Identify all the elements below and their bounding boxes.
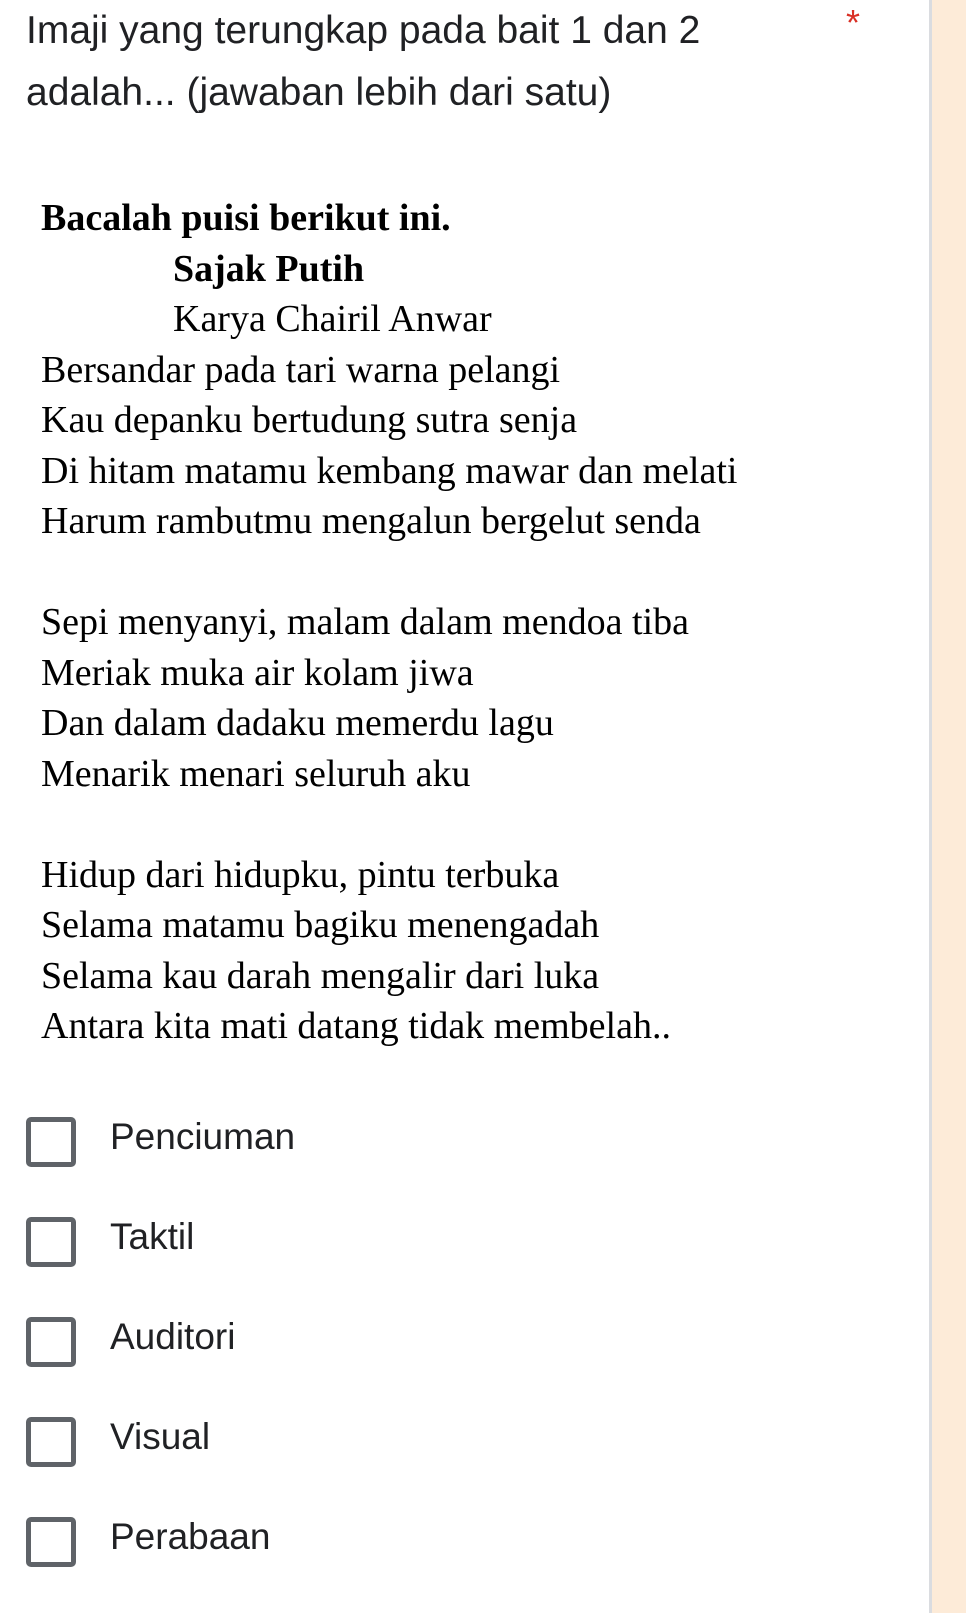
poem-line: Hidup dari hidupku, pintu terbuka	[41, 853, 560, 896]
option-label: Taktil	[110, 1216, 195, 1257]
checkbox[interactable]	[26, 1117, 76, 1167]
poem-line: Sepi menyanyi, malam dalam mendoa tiba	[41, 601, 689, 643]
poem-image	[41, 193, 737, 1052]
poem-line: Harum rambutmu mengalun bergelut senda	[41, 500, 701, 542]
poem-line: Kau depanku bertudung sutra senja	[41, 399, 578, 441]
poem-line: Menarik menari seluruh aku	[41, 752, 471, 795]
poem-instruction: Bacalah puisi berikut ini.	[41, 197, 451, 239]
option-label: Auditori	[110, 1316, 236, 1357]
poem-line: Dan dalam dadaku memerdu lagu	[41, 702, 554, 744]
poem-line: Selama matamu bagiku menengadah	[41, 904, 600, 946]
page-background-side	[932, 0, 966, 1613]
option-label: Visual	[110, 1416, 211, 1457]
poem-author: Karya Chairil Anwar	[173, 298, 492, 340]
option-label: Penciuman	[110, 1116, 296, 1157]
poem-line: Meriak muka air kolam jiwa	[41, 651, 474, 694]
option-label: Perabaan	[110, 1516, 271, 1557]
poem-title: Sajak Putih	[173, 247, 365, 290]
required-asterisk: *	[846, 2, 861, 43]
question-title-line: Imaji yang terungkap pada bait 1 dan 2	[26, 9, 701, 52]
poem-line: Antara kita mati datang tidak membelah..	[41, 1005, 671, 1047]
poem-line: Selama kau darah mengalir dari luka	[41, 954, 600, 997]
checkbox[interactable]	[26, 1417, 76, 1467]
poem-line: Di hitam matamu kembang mawar dan melati	[41, 449, 738, 492]
question-title	[26, 0, 786, 124]
question-title-line: adalah... (jawaban lebih dari satu)	[26, 71, 612, 114]
checkbox[interactable]	[26, 1217, 76, 1267]
checkbox[interactable]	[26, 1517, 76, 1567]
checkbox[interactable]	[26, 1317, 76, 1367]
poem-line: Bersandar pada tari warna pelangi	[41, 348, 561, 391]
